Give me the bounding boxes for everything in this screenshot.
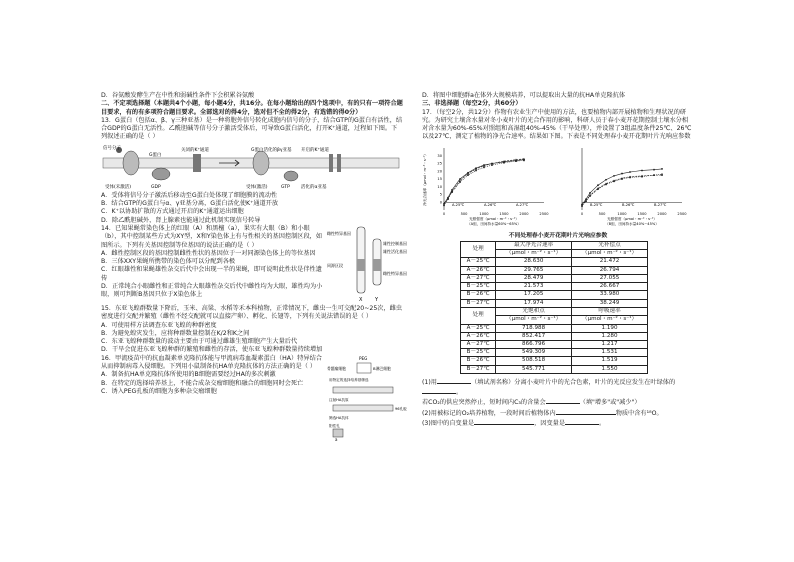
answer-blank-5[interactable] [474,418,534,425]
data-point [581,205,583,207]
question-15-option-c: C．东亚飞蝗种群数量的波动主要由于可通过雌雄生殖细胞产生大量后代 [101,338,298,346]
table2-cell: B－25℃ [461,349,496,357]
data-point [451,191,453,193]
question-15-option-a: A．可使用样方法调查东亚飞蝗的种群密度 [101,321,217,329]
label-bone: 骨髓瘤细胞 [327,365,346,371]
table1-header-cell: （μmol・m⁻²・s⁻¹） [496,250,572,258]
label-x: X [359,296,363,303]
label-plate: 96孔板 [395,406,407,411]
cell-group-a [333,429,343,437]
table2-row [461,340,648,348]
table1-header-cell: （μmol・m⁻²・s⁻¹） [572,250,648,258]
x-tick-label: 2000 [519,211,529,216]
table1-cell: 38.249 [572,299,648,307]
xy-chromosome-figure [327,225,407,305]
q17-sub2-b: （填"增多"或"减少"） [579,399,641,407]
question-16-stem: 16．甲流疫苗中的抗血凝素单克隆抗体能与甲流病毒血凝素蛋白（HA）特异结合从而抑制病毒入侵细胞。下列用小鼠制备抗HA单克隆抗体的方法正确的是（ ） [101,354,322,371]
question-16-option-c: C．诱入PEG孔板的细胞为多种杂交瘤细胞 [101,387,217,395]
photo-param-table-2 [460,307,648,374]
label-alpha-sub: 活化的α亚基 [301,184,327,190]
data-point [605,183,607,185]
x-tick-label: 1000 [617,211,627,216]
data-point [589,195,591,197]
table2-cell: 1.190 [572,324,648,332]
q17-sub3-a: (2)用被标记的O₂培养植物，一段时间后植物体内 [422,409,556,417]
data-point [661,173,663,175]
table2-row [461,349,648,357]
label-step2: 注射HA抗原 [329,397,349,402]
table1-cell: 28.630 [496,258,572,266]
question-14-option-a: A．雌性控制区段的基因控制雌性性状的基因位于一对同源染色体上的等位基因 [101,249,316,257]
x-tick-label: 2000 [657,211,667,216]
data-point [491,164,493,166]
table2-cell: 545.771 [496,365,572,373]
x-tick-label: 500 [460,211,468,216]
table2-cell: 1.550 [572,365,648,373]
data-point [653,174,655,176]
table2-cell: 549.309 [496,349,572,357]
label-gtp: GTP [281,184,290,190]
q17-sub4-c: 。 [599,419,606,427]
legend-entry: A-27℃ [516,202,529,207]
q17-sub1-c: 。 [456,389,463,397]
table2-cell: 1.280 [572,332,648,340]
data-point [589,192,591,194]
table1-cell: 17.974 [496,299,572,307]
legend-entry: B-25℃ [590,202,603,207]
x-axis-label: 光照强度（μmol・m⁻²・s⁻¹） [607,216,657,221]
q17-sub1-b: （填试剂名称）分离小麦叶片中的光合色素，叶片的光反应发生在叶绿体的 [470,378,676,386]
question-17-sub-1 [422,377,694,398]
right-column [422,92,694,428]
table1-header-row-1 [461,242,648,250]
question-17-sub-2 [422,397,694,407]
x-tick-label: 2500 [677,211,687,216]
label-g-protein: G蛋白 [149,152,162,158]
table2-cell: A－27℃ [461,340,496,348]
data-point [585,200,587,202]
table1-cell: B－26℃ [461,291,496,299]
q17-sub2-a: 若CO₂的供应突然停止，短时间内C₃的含量会 [422,399,546,407]
question-14-stem: 14．已知果蝇常染色体上的红眼（A）和黑檀（a），果实有大眼（B）和小眼（b），其中控制某些方式为XY型，X和Y染色体上有与性相关的基因控制区段，如图所示。下列有关基因控制等位基因的说法正确的是（ ） [101,224,323,249]
receptor2-shape [253,151,269,175]
table1-row [461,266,648,274]
data-point [661,168,663,170]
question-16-option-a: A．制备抗HA单克隆抗体所使用的B细胞需要经过HA的多次刺激 [101,371,276,379]
data-point [483,166,485,168]
x-tick-label: 0 [442,211,446,216]
plate-row-2 [333,405,393,411]
antibody-prep-figure [327,355,407,442]
data-point [641,169,643,171]
plate-row-1 [333,387,393,393]
label-g-beta-gamma: G蛋白活化的βγ亚基 [251,147,292,153]
receptor-shape [123,151,139,175]
question-17-sub-4 [422,418,694,428]
table2-cell: 508.518 [496,357,572,365]
question-16-block [101,354,407,442]
label-female-gene-2: 雌性特异基因 [383,270,407,276]
q17-sub1-a: (1)用 [422,378,437,386]
question-13-stem: 13．G蛋白（包括α、β、γ三种亚基）是一种将胞外信号转化成胞内信号的分子，结合GTP的G蛋白有活性，结合GDP的G蛋白无活性。乙酰胆碱等信号分子激活受体后，可导致G蛋白活化，打开K⁺通道，过程如下图。下列叙述正确的是（ ） [101,116,403,141]
question-17-sub-3 [422,408,694,418]
data-point [467,174,469,176]
g-protein-shape [152,168,170,180]
alpha-subunit-shape [284,171,298,181]
table2-cell: B－27℃ [461,365,496,373]
label-homologous: 同源区段 [327,262,343,268]
x-tick-label: 0 [580,211,584,216]
table2-row [461,324,648,332]
photo-param-table-1 [460,241,648,308]
table1-cell: 26.794 [572,266,648,274]
data-point [597,184,599,186]
label-male-active: 雄性活化基因 [383,248,407,254]
answer-blank-6[interactable] [565,418,599,425]
g-protein-figure [101,144,401,190]
light-response-svg [422,144,694,230]
answer-blank-2[interactable] [422,387,456,394]
y-homologous-region [373,259,381,271]
y-tick-label: 30 [437,153,442,158]
question-15-option-b: B．为避免蝗灾发生，应将种群数量控制在K/2和K之间 [101,329,250,337]
table1-header-cell: 光补偿点 [572,242,648,250]
table1-row [461,291,648,299]
question-16-option-b: B．在特定的选择培养基上，不能合成杂交瘤细胞和融合的细胞同时会死亡 [101,379,304,387]
data-point [523,159,525,161]
answer-blank-3[interactable] [546,397,580,404]
x-tick-label: 2500 [539,211,549,216]
table1-header-cell: 处理 [461,242,496,258]
membrane [103,158,399,168]
x-homologous-region [357,259,365,271]
question-13-option-c: C．K⁺以协助扩散的方式通过开启的K⁺通道运出细胞 [101,208,244,216]
table1-cell: B－25℃ [461,283,496,291]
table1-cell: 33.980 [572,291,648,299]
light-response-charts [422,144,694,230]
label-signal: 信号分子 [103,145,121,151]
table1-cell: A－25℃ [461,258,496,266]
question-14-option-d: D．正常纯合小眼雌性和正常纯合大眼雄性杂交后代中雌性均为大眼，雄性均为小眼，则可判断B基因只位于X染色体上 [101,283,323,299]
section-3-title: 三、非选择题（每空2分，共60分） [422,100,522,108]
q17-sub3-b: 物质中含有¹⁸O。 [615,409,663,417]
label-b-cell: B淋巴细胞 [373,365,391,371]
question-14-block [101,224,407,305]
label-y: Y [375,296,379,303]
table2-header-cell: 光饱和点 [496,308,572,316]
table1-header-cell: 最大净光合速率 [496,242,572,250]
table2-header-cell: 处理 [461,308,496,324]
open-channel-left [329,154,333,172]
table-title: 不同处理春小麦开花期叶片光响应参数 [508,232,608,239]
table1-cell: 26.667 [572,283,648,291]
table2-body [461,324,648,373]
question-14-option-b: B．三体XXY果蝇所携带的染色体可以分配到各极 [101,258,236,266]
section-2-title: 二、不定项选择题（本题共4个小题，每小题4分，共16分。在每小题给出的四个选项中，有的只有一项符合题目要求，有的有多项符合题目要求。全部选对的得4分，选对但不全的得2分，有选错的得0分） [101,100,403,116]
table2-header-cell: （μmol・m⁻²・s⁻¹） [572,316,648,324]
table1-row [461,274,648,282]
x-tick-label: 500 [598,211,606,216]
label-receptor2: 受体(激活) [246,184,268,190]
question-16-text [101,355,327,441]
table1-cell: 17.205 [496,291,572,299]
answer-blank-4[interactable] [556,408,616,415]
x-tick-label: 1500 [637,211,647,216]
table2-cell: A－26℃ [461,332,496,340]
label-receptor: 受体(未激活) [105,184,132,190]
data-point [641,176,643,178]
table1-body [461,258,648,307]
data-point [621,172,623,174]
table2-header-cell: （μmol・m⁻²・s⁻¹） [496,316,572,324]
question-15-stem: 15．东亚飞蝗群数量下降后，玉米、高粱、水稻等禾本科植物，正常情况下，雌虫一生可交配20~25次，雌虫密度进行交配并繁殖（雌性不经交配就可以直接产卵）、孵化、长翅等，下列有关说法错误的是（ ） [101,304,403,321]
table2-cell: 718.988 [496,324,572,332]
label-open-k: 开启的K⁺通道 [301,147,329,153]
table2-row [461,332,648,340]
chart-caption: （B组，田间持水量40%~45%） [605,221,659,226]
legend-entry: A-26℃ [484,202,497,207]
data-point [629,176,631,178]
question-16-option-d: D．将图中细胞群a在体外大规模培养，可以提取出大量的抗HA单克隆抗体 [422,92,626,99]
q17-sub4-a: (3)图中的自变量是 [422,419,475,427]
data-point [443,204,445,206]
left-column [101,92,407,442]
table2-cell: 1.217 [572,340,648,348]
data-point [653,169,655,171]
table1-row [461,299,648,307]
question-15-option-d: D．干旱会促进东亚飞蝗种群的繁殖和雌性的存活，使东亚飞蝗种群数量持续增加 [101,346,323,354]
y-tick-label: 25 [437,161,442,166]
closed-channel-shape [193,154,201,172]
table1-row [461,258,648,266]
question-13-option-d: D．除乙酰胆碱外，肾上腺素也能通过此机制实现信号转导 [101,216,261,224]
label-step1: 用特定的选择培养基筛选 [329,377,369,382]
table2-cell: 1.531 [572,349,648,357]
x-axis-label: 光照强度（μmol・m⁻²・s⁻¹） [469,216,519,221]
table2-cell: 852.417 [496,332,572,340]
data-point [459,181,461,183]
label-closed-k: 关闭的K⁺通道 [181,147,209,153]
data-point [503,162,505,164]
legend-entry: A-25℃ [452,202,465,207]
table1-cell: 21.472 [572,258,648,266]
answer-blank-1[interactable] [437,377,471,384]
data-point [597,188,599,190]
y-axis-label: 净光合速率（μmol・m⁻²・s⁻¹） [423,152,427,206]
x-tick-label: 1500 [499,211,509,216]
y-tick-label: 0 [439,200,442,205]
table2-row [461,365,648,373]
table1-cell: 28.479 [496,274,572,282]
data-point [605,179,607,181]
y-tick-label: 20 [437,169,442,174]
data-point [613,180,615,182]
table1-cell: A－26℃ [461,266,496,274]
chart-caption: （A组，田间持水量60%~65%） [467,221,521,226]
question-12-option-d: D．谷氨酸发酵生产在中性和弱碱性条件下会积累谷氨酸 [101,92,255,99]
y-tick-label: 15 [437,176,442,181]
legend-entry: B-27℃ [654,202,667,207]
table1-cell: 29.765 [496,266,572,274]
legend-entry: B-26℃ [622,202,635,207]
question-14-text [101,225,327,305]
data-point [621,178,623,180]
table1-cell: A－27℃ [461,274,496,282]
table2-cell: A－25℃ [461,324,496,332]
label-gdp: GDP [151,184,161,190]
table2-header-row-1 [461,308,648,316]
fusion-tube [357,363,371,373]
label-peg: PEG [359,355,368,361]
question-13-option-a: A．受体将信号分子激活后移动至G蛋白处体现了细胞膜的流动性 [101,191,278,199]
table1-row [461,283,648,291]
label-female-gene: 雌性特异基因 [327,230,351,236]
table2-header-cell: 呼吸速率 [572,308,648,316]
open-channel-right [337,154,341,172]
table1-cell: 27.055 [572,274,648,282]
label-step3: 筛选HA抗体 [329,415,349,420]
data-point [515,160,517,162]
question-13-option-b: B．结合GTP的G蛋白与α、γ亚基分离，G蛋白活化使K⁺通道开放 [101,200,279,208]
g-protein-diagram [101,144,403,190]
table1-cell: B－27℃ [461,299,496,307]
table1-cell: 21.573 [496,283,572,291]
label-a: a [335,436,338,442]
table2-cell: B－26℃ [461,357,496,365]
data-point [629,171,631,173]
x-tick-label: 1000 [479,211,489,216]
table2-cell: 866.796 [496,340,572,348]
q17-sub4-b: ，因变量是 [534,419,566,427]
table2-row [461,357,648,365]
label-cells: 阳性孔 [329,423,340,428]
y-tick-label: 5 [439,192,442,197]
data-point [613,175,615,177]
question-14-option-c: C．红眼雄性和果蝇雄性杂交后代中会出现一半的果蝇，即可说明此性状是伴性遗传 [101,266,322,282]
label-male-control: 雄性控制基因 [383,240,407,246]
data-point [475,169,477,171]
table2-cell: 1.519 [572,357,648,365]
data-point [447,198,449,200]
question-17-stem: 17．（每空2分，共12分）作物有农业生产中使用的方法，也要植物内部开展植物和生理状况的研究。为研究土壤含水量对冬小麦叶片的光合作用的影响，科研人员于春小麦开花期控制土壤水分相对含水量为60%-65%对照组和高湿组40%-45%（干旱处理），并设置了3组温度条件25℃、26℃以及27℃，测定了植物的净光合速率。结果如下图。下表是不同处理春小麦开花期叶片光响应参数 [422,108,692,141]
y-tick-label: 10 [437,184,442,189]
